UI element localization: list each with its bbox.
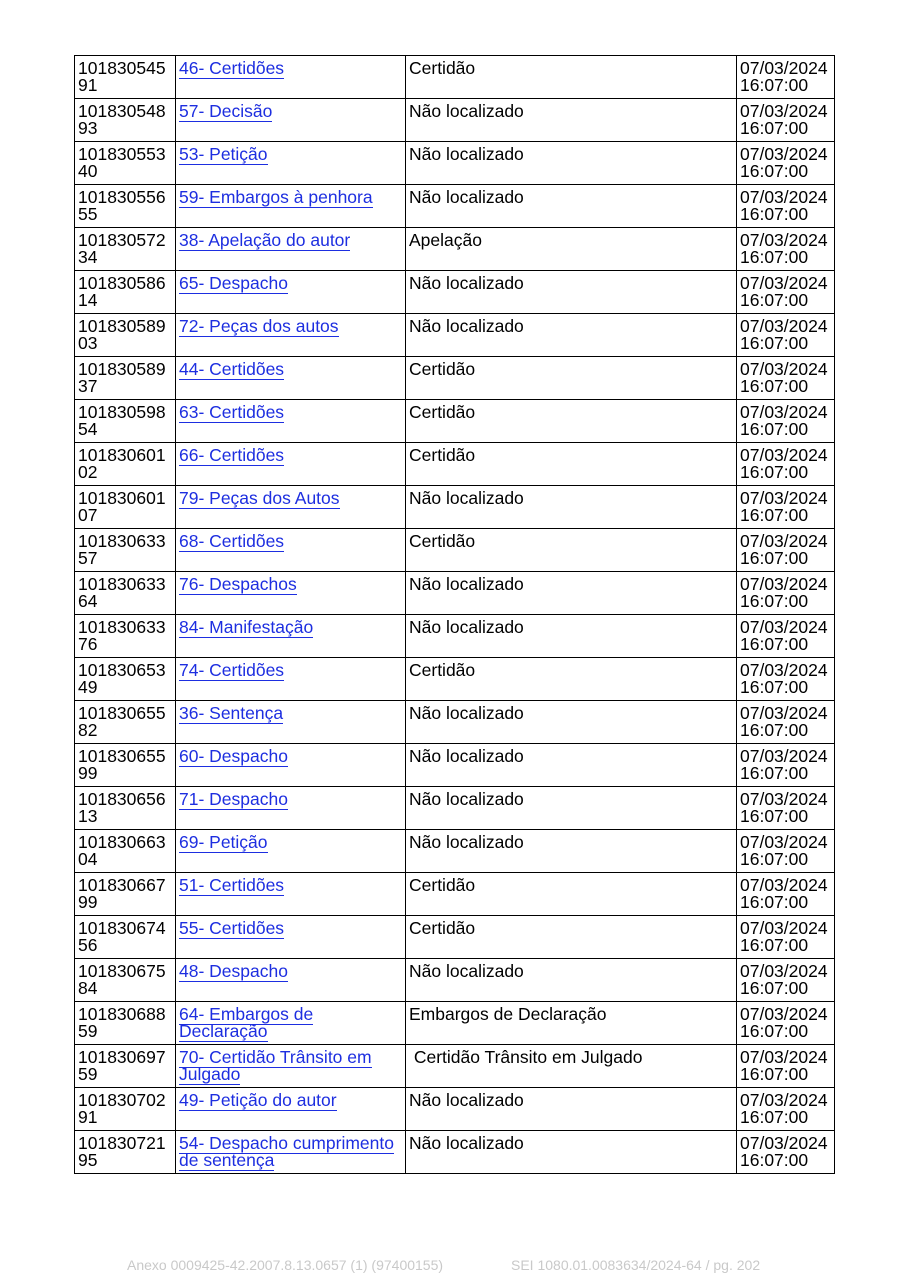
document-link[interactable]: 53- Petição — [179, 144, 268, 164]
document-link[interactable]: 64- Embargos de Declaração — [179, 1004, 314, 1042]
document-id-cell: 10183054591 — [75, 56, 176, 99]
documents-table-body — [75, 56, 835, 1174]
document-date-cell: 07/03/2024 16:07:00 — [737, 1131, 835, 1174]
footer-annex-reference: Anexo 0009425-42.2007.8.13.0657 (1) (97400155) — [127, 1257, 444, 1273]
document-link-cell — [176, 787, 406, 830]
document-type-cell: Certidão — [406, 400, 737, 443]
document-date-cell: 07/03/2024 16:07:00 — [737, 873, 835, 916]
document-link[interactable]: 49- Petição do autor — [179, 1090, 337, 1110]
document-link-cell — [176, 744, 406, 787]
document-type-cell: Certidão — [406, 443, 737, 486]
document-date-cell: 07/03/2024 16:07:00 — [737, 572, 835, 615]
document-type-cell: Não localizado — [406, 185, 737, 228]
document-link-cell — [176, 1002, 406, 1045]
document-id-cell: 10183058614 — [75, 271, 176, 314]
document-date-cell: 07/03/2024 16:07:00 — [737, 443, 835, 486]
document-id-cell: 10183065599 — [75, 744, 176, 787]
document-id-cell: 10183055655 — [75, 185, 176, 228]
document-link[interactable]: 51- Certidões — [179, 875, 285, 895]
document-date-cell: 07/03/2024 16:07:00 — [737, 228, 835, 271]
table-row — [75, 959, 835, 1002]
table-row — [75, 99, 835, 142]
document-link[interactable]: 36- Sentença — [179, 703, 284, 723]
document-date-cell: 07/03/2024 16:07:00 — [737, 314, 835, 357]
document-id-cell: 10183072195 — [75, 1131, 176, 1174]
document-link-cell — [176, 314, 406, 357]
table-row — [75, 357, 835, 400]
document-link[interactable]: 48- Despacho — [179, 961, 288, 981]
document-link-cell — [176, 400, 406, 443]
document-link[interactable]: 38- Apelação do autor — [179, 230, 351, 250]
document-id-cell: 10183063364 — [75, 572, 176, 615]
document-type-cell: Não localizado — [406, 830, 737, 873]
footer-sei-page-reference: SEI 1080.01.0083634/2024-64 / pg. 202 — [511, 1257, 761, 1273]
document-id-cell: 10183065349 — [75, 658, 176, 701]
document-type-cell: Não localizado — [406, 959, 737, 1002]
table-row — [75, 400, 835, 443]
document-link-cell — [176, 56, 406, 99]
document-link[interactable]: 70- Certidão Trânsito em Julgado — [179, 1047, 372, 1085]
document-date-cell: 07/03/2024 16:07:00 — [737, 529, 835, 572]
document-type-cell: Não localizado — [406, 1131, 737, 1174]
document-link[interactable]: 55- Certidões — [179, 918, 285, 938]
document-link[interactable]: 57- Decisão — [179, 101, 273, 121]
document-id-cell: 10183060107 — [75, 486, 176, 529]
document-link[interactable]: 72- Peças dos autos — [179, 316, 339, 336]
document-id-cell: 10183065613 — [75, 787, 176, 830]
document-id-cell: 10183067584 — [75, 959, 176, 1002]
document-link-cell — [176, 1045, 406, 1088]
table-row — [75, 744, 835, 787]
table-row — [75, 1088, 835, 1131]
document-type-cell: Não localizado — [406, 1088, 737, 1131]
table-row — [75, 572, 835, 615]
document-type-cell: Não localizado — [406, 142, 737, 185]
document-date-cell: 07/03/2024 16:07:00 — [737, 1088, 835, 1131]
document-date-cell: 07/03/2024 16:07:00 — [737, 400, 835, 443]
document-type-cell: Certidão — [406, 916, 737, 959]
document-id-cell: 10183063357 — [75, 529, 176, 572]
document-type-cell: Apelação — [406, 228, 737, 271]
document-type-cell: Não localizado — [406, 744, 737, 787]
document-date-cell: 07/03/2024 16:07:00 — [737, 701, 835, 744]
document-link-cell — [176, 658, 406, 701]
table-row — [75, 1002, 835, 1045]
document-type-cell: Certidão — [406, 873, 737, 916]
document-link-cell — [176, 572, 406, 615]
document-id-cell: 10183065582 — [75, 701, 176, 744]
table-row — [75, 1045, 835, 1088]
document-link-cell — [176, 873, 406, 916]
document-link-cell — [176, 99, 406, 142]
document-link-cell — [176, 228, 406, 271]
document-date-cell: 07/03/2024 16:07:00 — [737, 271, 835, 314]
document-date-cell: 07/03/2024 16:07:00 — [737, 185, 835, 228]
document-id-cell: 10183067456 — [75, 916, 176, 959]
document-link[interactable]: 60- Despacho — [179, 746, 288, 766]
document-link[interactable]: 79- Peças dos Autos — [179, 488, 340, 508]
document-date-cell: 07/03/2024 16:07:00 — [737, 357, 835, 400]
table-row — [75, 529, 835, 572]
document-id-cell: 10183054893 — [75, 99, 176, 142]
table-row — [75, 916, 835, 959]
document-id-cell: 10183063376 — [75, 615, 176, 658]
document-id-cell: 10183060102 — [75, 443, 176, 486]
table-row — [75, 314, 835, 357]
document-type-cell: Não localizado — [406, 271, 737, 314]
document-id-cell: 10183058903 — [75, 314, 176, 357]
table-row — [75, 701, 835, 744]
document-type-cell: Não localizado — [406, 787, 737, 830]
document-link[interactable]: 59- Embargos à penhora — [179, 187, 373, 207]
document-date-cell: 07/03/2024 16:07:00 — [737, 959, 835, 1002]
document-type-cell: Não localizado — [406, 486, 737, 529]
document-link[interactable]: 74- Certidões — [179, 660, 285, 680]
document-link[interactable]: 69- Petição — [179, 832, 268, 852]
document-date-cell: 07/03/2024 16:07:00 — [737, 1045, 835, 1088]
table-row — [75, 142, 835, 185]
document-link[interactable]: 66- Certidões — [179, 445, 285, 465]
document-link-cell — [176, 271, 406, 314]
document-type-cell: Certidão — [406, 357, 737, 400]
document-link-cell — [176, 916, 406, 959]
document-link[interactable]: 44- Certidões — [179, 359, 285, 379]
documents-table — [74, 55, 835, 1174]
document-date-cell: 07/03/2024 16:07:00 — [737, 56, 835, 99]
document-id-cell: 10183066304 — [75, 830, 176, 873]
document-id-cell: 10183059854 — [75, 400, 176, 443]
document-date-cell: 07/03/2024 16:07:00 — [737, 830, 835, 873]
table-row — [75, 1131, 835, 1174]
document-link-cell — [176, 1131, 406, 1174]
table-row — [75, 787, 835, 830]
document-id-cell: 10183068859 — [75, 1002, 176, 1045]
document-id-cell: 10183055340 — [75, 142, 176, 185]
document-id-cell: 10183066799 — [75, 873, 176, 916]
table-row — [75, 615, 835, 658]
document-type-cell: Embargos de Declaração — [406, 1002, 737, 1045]
table-row — [75, 56, 835, 99]
document-type-cell: Certidão Trânsito em Julgado — [406, 1045, 737, 1088]
table-row — [75, 271, 835, 314]
document-link[interactable]: 71- Despacho — [179, 789, 288, 809]
document-type-cell: Não localizado — [406, 99, 737, 142]
document-link[interactable]: 84- Manifestação — [179, 617, 314, 637]
table-row — [75, 228, 835, 271]
document-link[interactable]: 54- Despacho cumprimento de sentença — [179, 1133, 394, 1171]
document-date-cell: 07/03/2024 16:07:00 — [737, 142, 835, 185]
table-row — [75, 185, 835, 228]
document-link-cell — [176, 1088, 406, 1131]
document-link[interactable]: 68- Certidões — [179, 531, 285, 551]
document-type-cell: Não localizado — [406, 701, 737, 744]
document-date-cell: 07/03/2024 16:07:00 — [737, 658, 835, 701]
document-type-cell: Não localizado — [406, 615, 737, 658]
document-id-cell: 10183070291 — [75, 1088, 176, 1131]
table-row — [75, 658, 835, 701]
document-link[interactable]: 76- Despachos — [179, 574, 297, 594]
document-date-cell: 07/03/2024 16:07:00 — [737, 787, 835, 830]
document-date-cell: 07/03/2024 16:07:00 — [737, 916, 835, 959]
table-row — [75, 486, 835, 529]
document-type-cell: Não localizado — [406, 572, 737, 615]
table-row — [75, 443, 835, 486]
document-link-cell — [176, 615, 406, 658]
document-id-cell: 10183058937 — [75, 357, 176, 400]
document-link-cell — [176, 529, 406, 572]
document-link-cell — [176, 959, 406, 1002]
document-link-cell — [176, 357, 406, 400]
document-id-cell: 10183057234 — [75, 228, 176, 271]
document-date-cell: 07/03/2024 16:07:00 — [737, 744, 835, 787]
table-row — [75, 830, 835, 873]
table-row — [75, 873, 835, 916]
document-date-cell: 07/03/2024 16:07:00 — [737, 1002, 835, 1045]
document-link[interactable]: 63- Certidões — [179, 402, 285, 422]
document-link[interactable]: 65- Despacho — [179, 273, 288, 293]
document-type-cell: Certidão — [406, 529, 737, 572]
document-date-cell: 07/03/2024 16:07:00 — [737, 99, 835, 142]
document-link[interactable]: 46- Certidões — [179, 58, 285, 78]
document-date-cell: 07/03/2024 16:07:00 — [737, 486, 835, 529]
document-link-cell — [176, 185, 406, 228]
document-id-cell: 10183069759 — [75, 1045, 176, 1088]
document-link-cell — [176, 701, 406, 744]
document-link-cell — [176, 830, 406, 873]
document-type-cell: Certidão — [406, 56, 737, 99]
document-link-cell — [176, 443, 406, 486]
document-date-cell: 07/03/2024 16:07:00 — [737, 615, 835, 658]
document-type-cell: Certidão — [406, 658, 737, 701]
document-link-cell — [176, 142, 406, 185]
document-link-cell — [176, 486, 406, 529]
document-type-cell: Não localizado — [406, 314, 737, 357]
